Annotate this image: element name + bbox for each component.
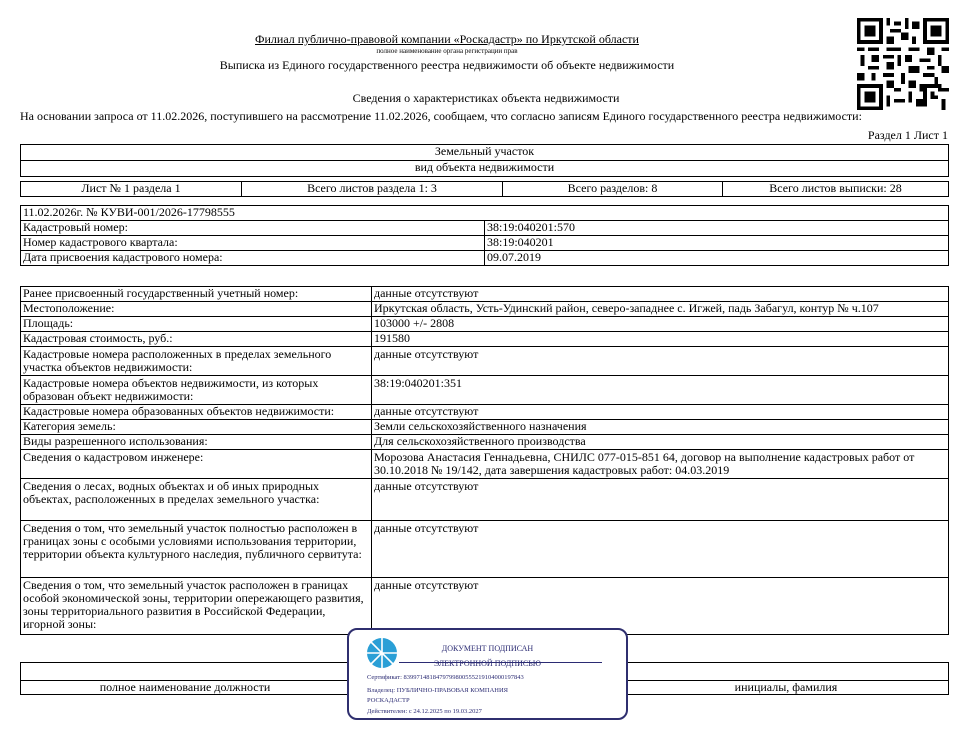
row-label: Кадастровая стоимость, руб.:	[21, 332, 372, 347]
table-row	[21, 251, 949, 266]
row-value: 191580	[372, 332, 949, 347]
org-name: Филиал публично-правовой компании «Роскадастр» по Иркутской области	[255, 32, 639, 46]
object-type-caption: вид объекта недвижимости	[21, 161, 949, 177]
sheet-number: Лист № 1 раздела 1	[21, 182, 242, 197]
row-value: 38:19:040201:351	[372, 376, 949, 405]
electronic-signature-stamp	[347, 628, 628, 720]
initials-caption: инициалы, фамилия	[734, 680, 838, 694]
row-value: 38:19:040201	[485, 236, 949, 251]
table-row	[21, 479, 949, 521]
table-row	[21, 420, 949, 435]
table-row	[21, 332, 949, 347]
table-row	[21, 450, 949, 479]
section-title: Сведения о характеристиках объекта недвижимости	[352, 91, 620, 105]
row-value: данные отсутствуют	[372, 347, 949, 376]
table-row	[21, 521, 949, 578]
row-value: 103000 +/- 2808	[372, 317, 949, 332]
org-caption: полное наименование органа регистрации прав	[376, 47, 518, 55]
row-label: Кадастровые номера образованных объектов недвижимости:	[21, 405, 372, 420]
row-value: Иркутская область, Усть-Удинский район, северо-западнее с. Игжей, падь Забагул, контур № ч.107	[372, 302, 949, 317]
signature-box-right-edge	[948, 662, 949, 695]
position-caption: полное наименование должности	[99, 680, 271, 694]
row-label: Местоположение:	[21, 302, 372, 317]
row-value: 38:19:040201:570	[485, 221, 949, 236]
row-label: Номер кадастрового квартала:	[21, 236, 485, 251]
row-value: данные отсутствуют	[372, 578, 949, 635]
record-id: 11.02.2026г. № КУВИ-001/2026-17798555	[21, 206, 949, 221]
table-row	[21, 302, 949, 317]
table-row	[21, 347, 949, 376]
table-row	[21, 435, 949, 450]
row-value: Земли сельскохозяйственного назначения	[372, 420, 949, 435]
table-row	[21, 405, 949, 420]
object-header-table	[20, 144, 949, 177]
row-label: Площадь:	[21, 317, 372, 332]
stamp-owner: Владелец: ПУБЛИЧНО-ПРАВОВАЯ КОМПАНИЯ	[367, 687, 508, 694]
row-value: данные отсутствуют	[372, 479, 949, 521]
stamp-line-1: ДОКУМЕНТ ПОДПИСАН	[441, 644, 534, 653]
stamp-validity: Действителен: с 24.12.2025 по 19.03.2027	[367, 708, 482, 715]
table-row	[21, 221, 949, 236]
row-value: данные отсутствуют	[372, 287, 949, 302]
main-info-table	[20, 205, 949, 266]
row-value: Для сельскохозяйственного производства	[372, 435, 949, 450]
section-reference: Раздел 1 Лист 1	[867, 128, 948, 142]
table-row	[21, 236, 949, 251]
row-value: Морозова Анастасия Геннадьевна, СНИЛС 077-015-851 64, договор на выполнение кадастровых работ от 30.10.2018 № 19/142, дата завершения кадастровых работ: 04.03.2019	[372, 450, 949, 479]
row-value: данные отсутствуют	[372, 521, 949, 578]
table-row	[21, 287, 949, 302]
sheets-table	[20, 181, 949, 197]
row-label: Сведения о кадастровом инженере:	[21, 450, 372, 479]
object-name: Земельный участок	[21, 145, 949, 161]
detail-info-table	[20, 286, 949, 635]
row-label: Сведения о том, что земельный участок полностью расположен в границах зоны с особыми условиями использования территории, территории объекта культурного наследия, публичного сервитута:	[21, 521, 372, 578]
row-label: Кадастровые номера объектов недвижимости, из которых образован объект недвижимости:	[21, 376, 372, 405]
table-row	[21, 578, 949, 635]
stamp-owner-org: РОСКАДАСТР	[367, 697, 410, 704]
row-label: Сведения о том, что земельный участок расположен в границах особой экономической зоны, территории опережающего развития, зоны территориального развития в Российской Федерации, игорной зоны:	[21, 578, 372, 635]
stamp-line-2: ЭЛЕКТРОННОЙ ПОДПИСЬЮ	[433, 659, 542, 668]
table-row	[21, 317, 949, 332]
stamp-certificate: Сертификат: 8399714818479799800555219104000197843	[367, 674, 524, 681]
sheets-total: Всего листов выписки: 28	[723, 182, 949, 197]
row-value: данные отсутствуют	[372, 405, 949, 420]
intro-text: На основании запроса от 11.02.2026, поступившего на рассмотрение 11.02.2026, сообщаем, что согласно записям Единого государственного реестра недвижимости:	[20, 109, 862, 123]
sections-total: Всего разделов: 8	[503, 182, 723, 197]
row-label: Кадастровый номер:	[21, 221, 485, 236]
row-label: Сведения о лесах, водных объектах и об иных природных объектах, расположенных в пределах земельного участка:	[21, 479, 372, 521]
row-label: Виды разрешенного использования:	[21, 435, 372, 450]
row-label: Ранее присвоенный государственный учетный номер:	[21, 287, 372, 302]
sheet-total-section: Всего листов раздела 1: 3	[242, 182, 503, 197]
row-value: 09.07.2019	[485, 251, 949, 266]
table-row	[21, 376, 949, 405]
doc-title: Выписка из Единого государственного реестра недвижимости об объекте недвижимости	[219, 58, 675, 72]
row-label: Дата присвоения кадастрового номера:	[21, 251, 485, 266]
row-label: Кадастровые номера расположенных в пределах земельного участка объектов недвижимости:	[21, 347, 372, 376]
row-label: Категория земель:	[21, 420, 372, 435]
